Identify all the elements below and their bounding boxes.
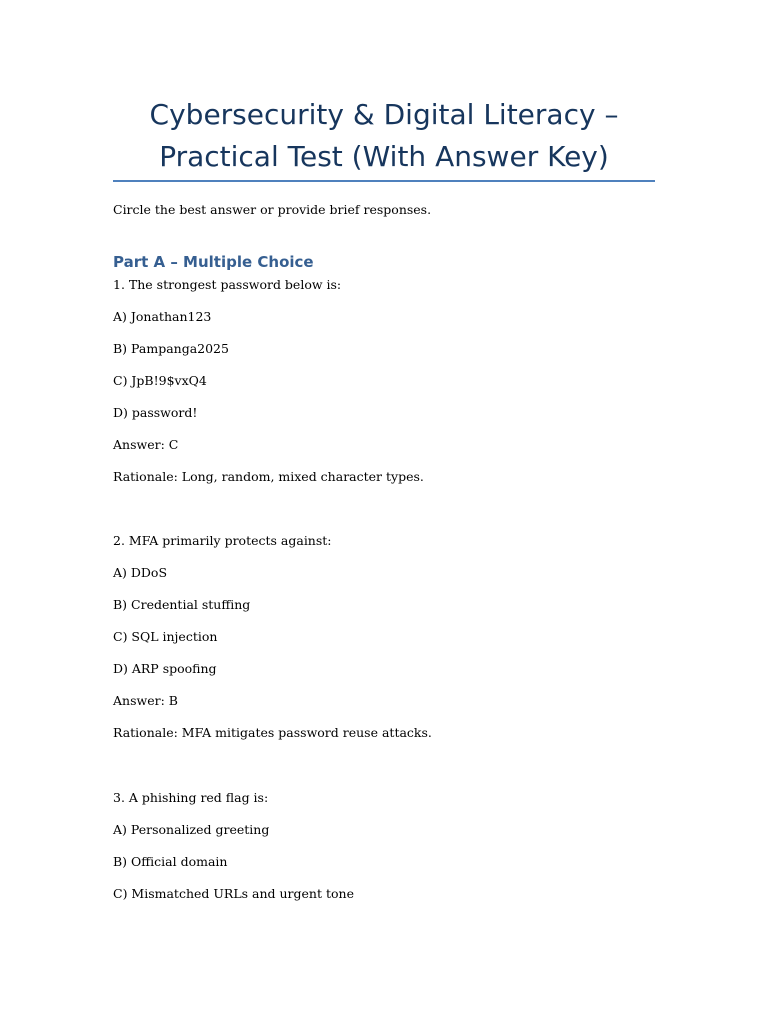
title-line-2: Practical Test (With Answer Key) [159,140,609,173]
question-1-answer: Answer: C [113,437,179,452]
question-2-rationale: Rationale: MFA mitigates password reuse attacks. [113,725,432,740]
page-title [113,94,655,178]
question-2-prompt: 2. MFA primarily protects against: [113,533,332,548]
question-1-option-c: C) JpB!9$vxQ4 [113,373,207,388]
question-1-rationale: Rationale: Long, random, mixed character types. [113,469,424,484]
section-heading: Part A – Multiple Choice [113,253,314,271]
question-3-option-b: B) Official domain [113,854,228,869]
instructions: Circle the best answer or provide brief responses. [113,202,432,217]
question-2-option-d: D) ARP spoofing [113,661,217,676]
question-1-option-b: B) Pampanga2025 [113,341,229,356]
question-1-prompt: 1. The strongest password below is: [113,277,342,292]
question-3-option-c: C) Mismatched URLs and urgent tone [113,886,354,901]
question-2-answer: Answer: B [113,693,178,708]
question-1-option-d: D) password! [113,405,198,420]
question-2-option-b: B) Credential stuffing [113,597,251,612]
title-underline [113,180,655,182]
title-line-1: Cybersecurity & Digital Literacy – [149,98,619,131]
question-3-prompt: 3. A phishing red flag is: [113,790,269,805]
question-2-option-a: A) DDoS [113,565,168,580]
question-2-option-c: C) SQL injection [113,629,218,644]
question-3-option-a: A) Personalized greeting [113,822,270,837]
question-1-option-a: A) Jonathan123 [113,309,212,324]
